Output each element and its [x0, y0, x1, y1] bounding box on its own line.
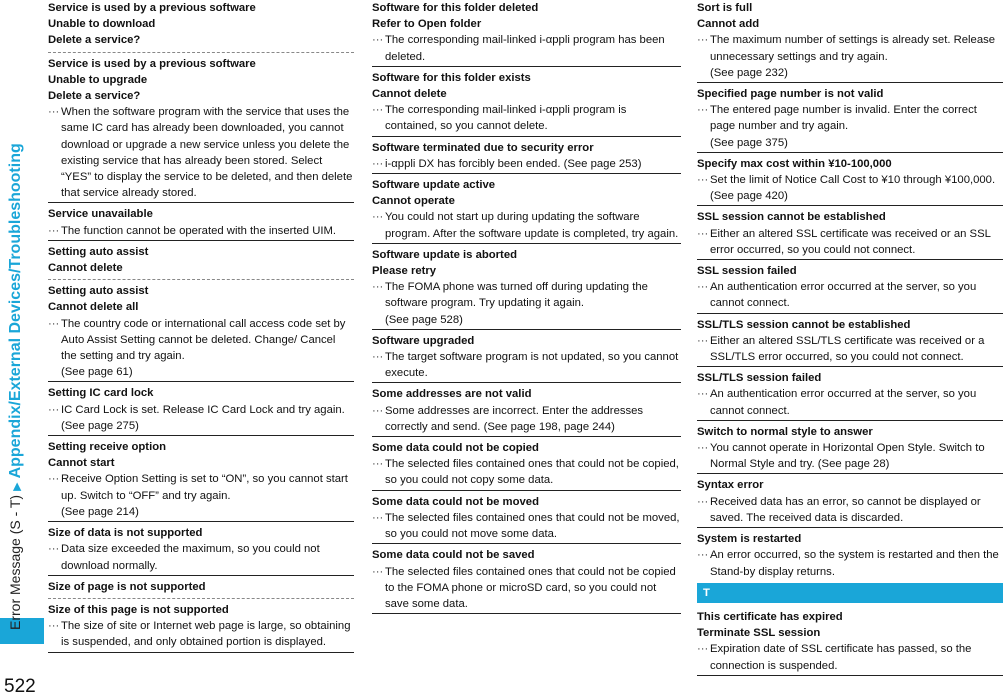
message-entry	[372, 547, 681, 614]
message-entry	[697, 156, 1003, 207]
message-description: ··· IC Card Lock is set. Release IC Card Lock and try again. (See page 275)	[48, 403, 345, 432]
message-description: ··· An authentication error occurred at the server, so you cannot connect.	[697, 388, 977, 417]
message-title: Software update active	[372, 179, 496, 192]
sidebar-label	[7, 143, 25, 630]
message-entry	[372, 177, 681, 244]
message-description: ··· The selected files contained ones that could not be moved, so you could not move some data.	[372, 511, 680, 541]
message-title: Size of this page is not supported	[48, 603, 229, 616]
message-title: Software for this folder exists	[372, 71, 531, 84]
message-description: ··· Data size exceeded the maximum, so you could not download normally.	[48, 543, 320, 572]
ellipsis-icon: ···	[697, 442, 709, 455]
message-description: ··· Expiration date of SSL certificate has passed, so the connection is suspended.	[697, 643, 972, 672]
message-entry	[48, 0, 354, 203]
message-description: ··· An authentication error occurred at the server, so you cannot connect.	[697, 281, 977, 310]
message-entry	[372, 140, 681, 174]
message-entry	[697, 609, 1003, 676]
section-header-t: T	[697, 583, 1003, 603]
message-description: ··· The country code or international call access code set by Auto Assist Setting cannot be deleted. Change/ Cancel the setting and try again. (See page 61)	[48, 317, 346, 379]
message-title-line-2: Refer to Open folder	[372, 18, 482, 31]
message-entry	[48, 244, 354, 383]
message-title: System is restarted	[697, 533, 802, 546]
message-title-line-2: Cannot add	[697, 18, 760, 31]
ellipsis-icon: ···	[372, 281, 384, 294]
message-title: Service is used by a previous software	[48, 2, 256, 14]
message-title: Some data could not be moved	[372, 495, 539, 508]
ellipsis-icon: ···	[48, 543, 60, 556]
message-entry	[372, 440, 681, 491]
page-reference: (See page 528)	[385, 313, 463, 326]
ellipsis-icon: ···	[48, 106, 60, 119]
message-title: Setting auto assist	[48, 245, 149, 258]
column-1	[48, 0, 354, 653]
page-reference: (See page 232)	[710, 66, 788, 79]
ellipsis-icon: ···	[697, 549, 709, 562]
message-description: ··· The corresponding mail-linked i-αppli program is contained, so you cannot delete.	[372, 104, 627, 133]
message-entry	[48, 579, 354, 653]
message-title: Software update is aborted	[372, 248, 518, 261]
page-reference: (See page 61)	[61, 366, 133, 379]
message-title: Some addresses are not valid	[372, 388, 532, 401]
message-description: ··· Set the limit of Notice Call Cost to ¥10 through ¥100,000. (See page 420)	[697, 174, 996, 203]
ellipsis-icon: ···	[48, 620, 60, 633]
sidebar	[0, 0, 40, 697]
message-entry	[697, 531, 1003, 581]
divider	[48, 598, 354, 599]
sidebar-title: Appendix/External Devices/Troubleshooting	[7, 143, 24, 479]
message-description: ··· The selected files contained ones that could not be copied, so you could not copy some data.	[372, 458, 679, 487]
message-entry	[697, 86, 1003, 153]
message-title: Syntax error	[697, 479, 764, 492]
ellipsis-icon: ···	[372, 565, 384, 578]
ellipsis-icon: ···	[372, 351, 384, 364]
ellipsis-icon: ···	[48, 403, 60, 416]
message-title: SSL session cannot be established	[697, 211, 886, 224]
message-title: Specified page number is not valid	[697, 88, 884, 101]
page-number: 522	[4, 676, 36, 697]
message-description: ··· i-αppli DX has forcibly been ended. (See page 253)	[372, 156, 681, 172]
page-reference: (See page 375)	[710, 136, 788, 149]
message-entry	[48, 385, 354, 436]
ellipsis-icon: ···	[697, 334, 709, 347]
ellipsis-icon: ···	[372, 511, 384, 524]
ellipsis-icon: ···	[372, 157, 384, 170]
message-description: ··· The target software program is not updated, so you cannot execute.	[372, 351, 679, 380]
message-entry	[372, 386, 681, 437]
message-title: Setting IC card lock	[48, 387, 154, 400]
message-title: Size of page is not supported	[48, 580, 206, 593]
message-description: ··· The maximum number of settings is already set. Release unnecessary settings and try again. (See page 232)	[697, 34, 996, 79]
message-entry	[372, 333, 681, 384]
message-entry	[48, 525, 354, 576]
message-entry	[697, 263, 1003, 314]
message-description: ··· Received data has an error, so cannot be displayed or saved. The received data is discarded.	[697, 495, 981, 524]
message-entry	[48, 439, 354, 522]
message-entry	[697, 477, 1003, 528]
message-description: ··· The function cannot be operated with the inserted UIM.	[48, 223, 354, 239]
message-description: ··· When the software program with the service that uses the same IC card has already been downloaded, you cannot download or upgrade a new service unless you delete the existing service that has already been stored. Select “YES” to display the service to be deleted, and then delete that service already stored.	[48, 106, 353, 200]
message-title: Service is used by a previous software	[48, 57, 256, 70]
ellipsis-icon: ···	[372, 34, 384, 47]
message-description: ··· The corresponding mail-linked i-αppli program has been deleted.	[372, 34, 665, 63]
ellipsis-icon: ···	[697, 281, 709, 294]
message-title-line-2: Cannot delete	[48, 262, 123, 275]
ellipsis-icon: ···	[697, 388, 709, 401]
message-description: ··· Some addresses are incorrect. Enter the addresses correctly and send. (See page 198, page 244)	[372, 404, 644, 433]
message-title-line-2: Cannot operate	[372, 195, 455, 208]
message-description: ··· You could not start up during updating the software program. After the software update is completed, try again.	[372, 211, 679, 240]
message-title: Specify max cost within ¥10-100,000	[697, 157, 892, 170]
message-title-line-2: Cannot delete all	[48, 301, 139, 314]
message-title-line-2: Cannot start	[48, 457, 115, 470]
message-description: ··· An error occurred, so the system is restarted and then the Stand-by display returns.	[697, 549, 999, 578]
sidebar-arrow-icon: ▶	[11, 482, 23, 491]
message-title: This certificate has expired	[697, 610, 843, 623]
divider	[48, 52, 354, 53]
message-title: SSL/TLS session cannot be established	[697, 318, 911, 331]
ellipsis-icon: ···	[372, 458, 384, 471]
message-title: Some data could not be copied	[372, 442, 539, 455]
ellipsis-icon: ···	[48, 317, 60, 330]
message-title: Size of data is not supported	[48, 527, 203, 540]
divider	[48, 279, 354, 280]
message-entry	[48, 206, 354, 240]
message-title: Software for this folder deleted	[372, 2, 539, 14]
ellipsis-icon: ···	[48, 224, 60, 237]
message-title-line-2: Please retry	[372, 265, 437, 278]
message-title-line-2: Unable to download	[48, 18, 156, 31]
message-entry	[697, 317, 1003, 368]
message-entry	[697, 209, 1003, 260]
message-description: ··· Either an altered SSL/TLS certificate was received or a SSL/TLS error occurred, so you could not connect.	[697, 334, 985, 364]
message-title: Service unavailable	[48, 208, 153, 221]
ellipsis-icon: ···	[372, 404, 384, 417]
message-entry	[372, 70, 681, 137]
ellipsis-icon: ···	[697, 34, 709, 47]
message-title-line-3: Delete a service?	[48, 90, 141, 103]
message-title: Setting auto assist	[48, 285, 149, 298]
message-description: ··· Receive Option Setting is set to “ON”, so you cannot start up. Switch to “OFF” and try again. (See page 214)	[48, 473, 348, 518]
message-title: SSL session failed	[697, 265, 797, 278]
message-title: Sort is full	[697, 2, 753, 14]
message-entry	[372, 0, 681, 67]
sidebar-subtitle: Error Message (S - T)	[7, 494, 23, 630]
message-entry	[372, 494, 681, 545]
message-description: ··· The size of site or Internet web page is large, so obtaining is suspended, and only obtained portion is displayed.	[48, 620, 351, 649]
ellipsis-icon: ···	[697, 495, 709, 508]
column-2	[372, 0, 681, 614]
message-entry	[697, 370, 1003, 421]
message-title-line-2: Unable to upgrade	[48, 73, 148, 86]
message-title-line-3: Delete a service?	[48, 34, 141, 47]
message-title: SSL/TLS session failed	[697, 372, 822, 385]
ellipsis-icon: ···	[697, 643, 709, 656]
message-entry	[697, 0, 1003, 83]
message-description: ··· The entered page number is invalid. Enter the correct page number and try again. (See page 375)	[697, 104, 977, 149]
message-title-line-2: Cannot delete	[372, 88, 447, 101]
message-entry	[372, 247, 681, 330]
column-3	[697, 0, 1003, 676]
ellipsis-icon: ···	[48, 473, 60, 486]
message-title-line-2: Terminate SSL session	[697, 627, 821, 640]
ellipsis-icon: ···	[372, 211, 384, 224]
ellipsis-icon: ···	[372, 104, 384, 117]
ellipsis-icon: ···	[697, 104, 709, 117]
page-reference: (See page 214)	[61, 505, 139, 518]
message-title: Some data could not be saved	[372, 549, 535, 562]
message-title: Switch to normal style to answer	[697, 425, 873, 438]
ellipsis-icon: ···	[697, 227, 709, 240]
message-description: ··· Either an altered SSL certificate was received or an SSL error occurred, so you could not connect.	[697, 227, 991, 256]
message-title: Software upgraded	[372, 334, 475, 347]
message-description: ··· The selected files contained ones that could not be copied to the FOMA phone or microSD card, so you could not save some data.	[372, 565, 676, 610]
message-entry	[697, 424, 1003, 475]
message-title: Setting receive option	[48, 441, 167, 454]
message-description: ··· You cannot operate in Horizontal Open Style. Switch to Normal Style and try. (See page 28)	[697, 442, 985, 471]
ellipsis-icon: ···	[697, 174, 709, 187]
message-title: Software terminated due to security error	[372, 141, 594, 154]
message-description: ··· The FOMA phone was turned off during updating the software program. Try updating it again. (See page 528)	[372, 281, 648, 326]
